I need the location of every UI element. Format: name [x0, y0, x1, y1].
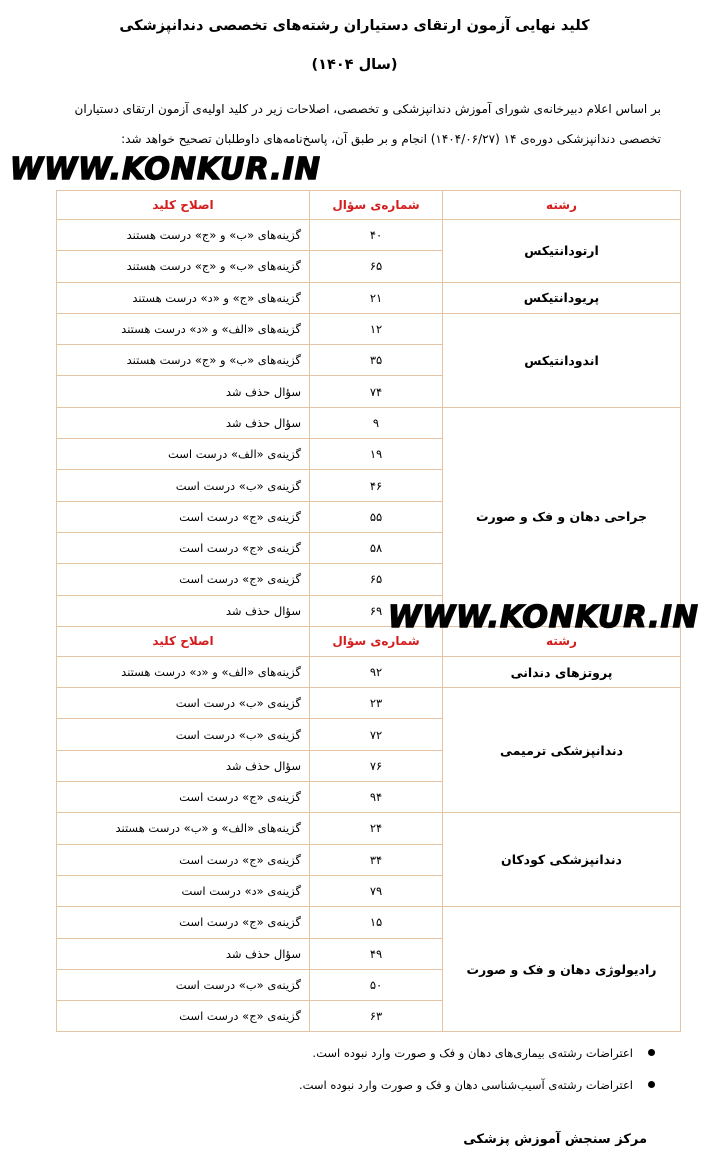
- key-correction-cell: گزینه‌ی «ج» درست است: [57, 844, 310, 875]
- question-number-cell: ۹۴: [310, 782, 443, 813]
- question-number-cell: ۱۹: [310, 439, 443, 470]
- key-correction-cell: گزینه‌ی «ج» درست است: [57, 907, 310, 938]
- key-correction-cell: گزینه‌ی «ب» درست است: [57, 719, 310, 750]
- question-number-cell: ۱۵: [310, 907, 443, 938]
- table-row: [57, 813, 681, 844]
- question-number-cell: ۳۵: [310, 345, 443, 376]
- question-number-cell: ۶۳: [310, 1001, 443, 1032]
- table-row: [57, 688, 681, 719]
- question-number-cell: ۶۵: [310, 251, 443, 282]
- question-number-cell: ۱۲: [310, 313, 443, 344]
- key-correction-cell: گزینه‌های «ب» و «ج» درست هستند: [57, 220, 310, 251]
- question-number-cell: ۴۰: [310, 220, 443, 251]
- question-number-cell: ۷۲: [310, 719, 443, 750]
- key-correction-cell: سؤال حذف شد: [57, 407, 310, 438]
- key-correction-cell: گزینه‌های «الف» و «د» درست هستند: [57, 313, 310, 344]
- key-correction-cell: گزینه‌ی «ج» درست است: [57, 1001, 310, 1032]
- watermark-logo: WWW.KONKUR.IN: [388, 600, 699, 635]
- question-number-cell: ۲۱: [310, 282, 443, 313]
- key-correction-cell: سؤال حذف شد: [57, 376, 310, 407]
- key-correction-cell: گزینه‌ی «ج» درست است: [57, 782, 310, 813]
- header-field: رشته: [443, 191, 681, 220]
- header-question-number: شماره‌ی سؤال: [310, 626, 443, 656]
- key-correction-cell: گزینه‌ی «ج» درست است: [57, 501, 310, 532]
- question-number-cell: ۷۶: [310, 750, 443, 781]
- field-name-cell: ارتودانتیکس: [443, 220, 681, 283]
- intro-line-2: تخصصی دندانپزشکی دوره‌ی ۱۴ (۱۴۰۴/۰۶/۲۷) انجام و بر طبق آن، پاسخ‌نامه‌های داوطلبان تصحیح خواهد شد:: [121, 132, 661, 146]
- table-header-row: [57, 191, 681, 220]
- key-correction-cell: گزینه‌های «ب» و «ج» درست هستند: [57, 251, 310, 282]
- key-correction-cell: گزینه‌ی «الف» درست است: [57, 439, 310, 470]
- table-row: [57, 656, 681, 687]
- key-correction-cell: گزینه‌های «ب» و «ج» درست هستند: [57, 345, 310, 376]
- question-number-cell: ۳۴: [310, 844, 443, 875]
- notes-list: [57, 1043, 657, 1107]
- table-row: [57, 220, 681, 251]
- table-row: [57, 407, 681, 438]
- question-number-cell: ۴۶: [310, 470, 443, 501]
- question-number-cell: ۹: [310, 407, 443, 438]
- key-correction-cell: گزینه‌ی «ج» درست است: [57, 564, 310, 595]
- document-subtitle: (سال ۱۴۰۴): [311, 57, 398, 73]
- key-correction-cell: سؤال حذف شد: [57, 595, 310, 626]
- question-number-cell: ۶۹: [310, 595, 443, 626]
- field-name-cell: دندانپزشکی ترمیمی: [443, 688, 681, 813]
- table-row: [57, 907, 681, 938]
- question-number-cell: ۷۹: [310, 875, 443, 906]
- field-name-cell: رادیولوژی دهان و فک و صورت: [443, 907, 681, 1032]
- question-number-cell: ۵۰: [310, 969, 443, 1000]
- question-number-cell: ۹۲: [310, 656, 443, 687]
- header-question-number: شماره‌ی سؤال: [310, 191, 443, 220]
- field-name-cell: پریودانتیکس: [443, 282, 681, 313]
- question-number-cell: ۲۳: [310, 688, 443, 719]
- header-key-correction: اصلاح کلید: [57, 626, 310, 656]
- field-name-cell: دندانپزشکی کودکان: [443, 813, 681, 907]
- key-correction-cell: سؤال حذف شد: [57, 750, 310, 781]
- question-number-cell: ۷۴: [310, 376, 443, 407]
- key-correction-cell: گزینه‌ی «ب» درست است: [57, 969, 310, 1000]
- question-number-cell: ۴۹: [310, 938, 443, 969]
- watermark-logo: WWW.KONKUR.IN: [10, 152, 321, 187]
- table-row: [57, 282, 681, 313]
- key-correction-cell: گزینه‌های «الف» و «ب» درست هستند: [57, 813, 310, 844]
- question-number-cell: ۵۸: [310, 532, 443, 563]
- field-name-cell: اندودانتیکس: [443, 313, 681, 407]
- header-field: رشته: [443, 626, 681, 656]
- intro-line-1: بر اساس اعلام دبیرخانه‌ی شورای آموزش دندانپزشکی و تخصصی، اصلاحات زیر در کلید اولیه‌ی آزمون ارتقای دستیاران: [74, 102, 661, 116]
- note-item: اعتراضات رشته‌ی آسیب‌شناسی دهان و فک و صورت وارد نبوده است.: [57, 1075, 657, 1107]
- key-correction-cell: گزینه‌ی «ج» درست است: [57, 532, 310, 563]
- question-number-cell: ۵۵: [310, 501, 443, 532]
- field-name-cell: جراحی دهان و فک و صورت: [443, 407, 681, 626]
- question-number-cell: ۶۵: [310, 564, 443, 595]
- table-row: [57, 313, 681, 344]
- question-number-cell: ۲۴: [310, 813, 443, 844]
- header-key-correction: اصلاح کلید: [57, 191, 310, 220]
- key-correction-cell: گزینه‌های «الف» و «د» درست هستند: [57, 656, 310, 687]
- key-correction-cell: گزینه‌ی «ب» درست است: [57, 470, 310, 501]
- key-correction-cell: گزینه‌ی «د» درست است: [57, 875, 310, 906]
- issuer-signature: مرکز سنجش آموزش پزشکی: [463, 1132, 647, 1147]
- intro-paragraph: [41, 94, 661, 154]
- note-item: اعتراضات رشته‌ی بیماری‌های دهان و فک و صورت وارد نبوده است.: [57, 1043, 657, 1075]
- document-title: کلید نهایی آزمون ارتقای دستیاران رشته‌های تخصصی دندانپزشکی: [119, 18, 590, 34]
- key-correction-cell: گزینه‌ی «ب» درست است: [57, 688, 310, 719]
- key-correction-cell: سؤال حذف شد: [57, 938, 310, 969]
- key-correction-cell: گزینه‌های «ج» و «د» درست هستند: [57, 282, 310, 313]
- field-name-cell: پروتزهای دندانی: [443, 656, 681, 687]
